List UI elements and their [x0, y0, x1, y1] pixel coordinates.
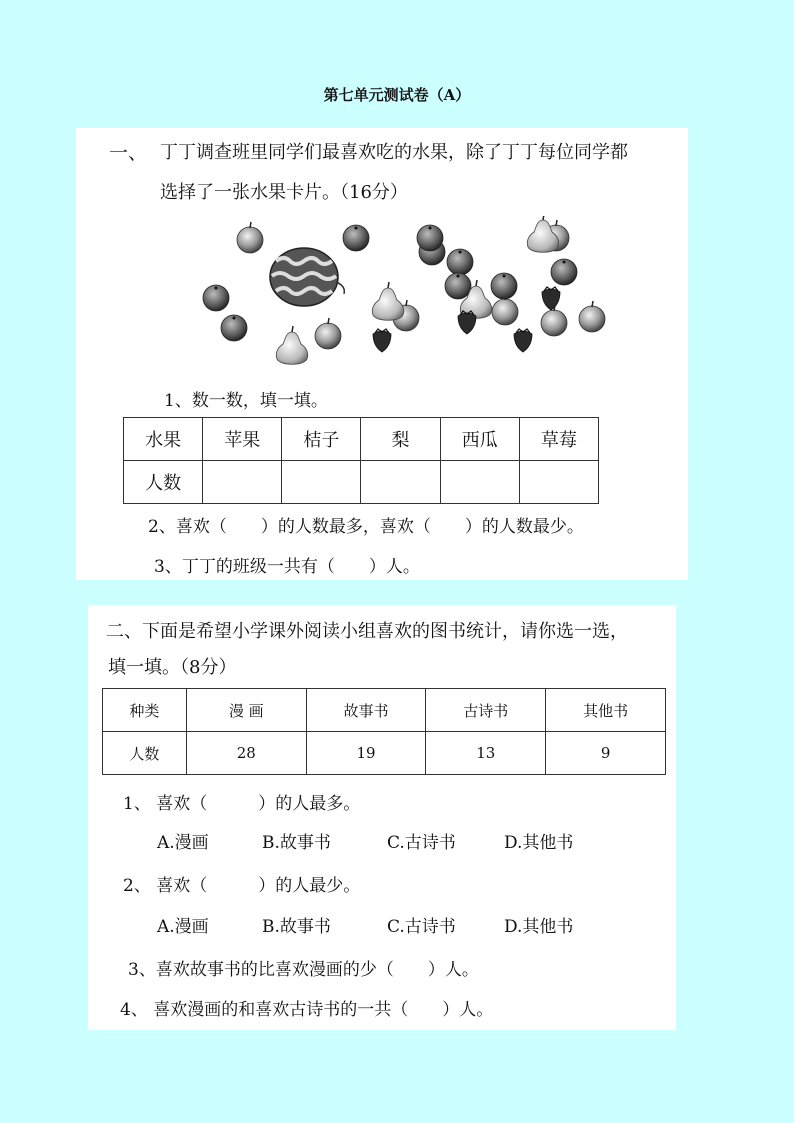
- fruit-illustration: [76, 216, 688, 376]
- section-one-heading-line1: 丁丁调查班里同学们最喜欢吃的水果，除了丁丁每位同学都: [160, 142, 628, 163]
- section-two-q4: 4、 喜欢漫画的和喜欢古诗书的一共（ ）人。: [120, 1000, 494, 1020]
- table-cell-value: 19: [306, 732, 426, 775]
- table-row: [124, 461, 599, 504]
- strawberry-icon: [373, 329, 391, 352]
- table-header-cell: 古诗书: [426, 689, 546, 732]
- answer-cell-apple[interactable]: [203, 461, 282, 504]
- strawberry-icon: [458, 311, 476, 334]
- table-header-cell: 其他书: [546, 689, 666, 732]
- apple-icon: [237, 222, 263, 253]
- q1-option-d[interactable]: D.其他书: [504, 833, 574, 853]
- section-two-heading-line1: 二、下面是希望小学课外阅读小组喜欢的图书统计，请你选一选，: [106, 621, 628, 642]
- answer-cell-orange[interactable]: [282, 461, 361, 504]
- table-header-cell: 种类: [103, 689, 187, 732]
- orange-icon: [203, 285, 229, 311]
- pear-icon: [372, 282, 404, 320]
- orange-icon: [447, 249, 473, 275]
- strawberry-icon: [514, 329, 532, 352]
- apple-icon: [579, 301, 605, 332]
- table-row: [103, 732, 666, 775]
- section-one-q1: 1、数一数，填一填。: [164, 391, 328, 411]
- answer-cell-watermelon[interactable]: [440, 461, 519, 504]
- table-row-label: 人数: [124, 461, 203, 504]
- table-header-cell: 西瓜: [440, 418, 519, 461]
- orange-icon: [221, 315, 247, 341]
- orange-icon: [417, 225, 443, 251]
- table-row-label: 人数: [103, 732, 187, 775]
- orange-icon: [491, 273, 517, 299]
- table-header-cell: 故事书: [306, 689, 426, 732]
- section-one-panel: [76, 128, 688, 580]
- table-header-cell: 水果: [124, 418, 203, 461]
- page-title: 第七单元测试卷（A）: [323, 86, 471, 104]
- q2-option-b[interactable]: B.故事书: [262, 917, 331, 937]
- q2-option-a[interactable]: A.漫画: [157, 917, 209, 937]
- fruit-count-table: [123, 417, 599, 504]
- apple-icon: [315, 318, 341, 349]
- table-header-cell: 草莓: [519, 418, 598, 461]
- section-two-q1: 1、 喜欢（ ）的人最多。: [123, 794, 361, 814]
- section-two-q3: 3、喜欢故事书的比喜欢漫画的少（ ）人。: [128, 960, 479, 980]
- table-header-cell: 桔子: [282, 418, 361, 461]
- q1-option-b[interactable]: B.故事书: [262, 833, 331, 853]
- watermelon-icon: [270, 248, 344, 306]
- table-header-cell: 梨: [361, 418, 440, 461]
- answer-cell-strawberry[interactable]: [519, 461, 598, 504]
- table-cell-value: 13: [426, 732, 546, 775]
- orange-icon: [343, 225, 369, 251]
- q1-option-c[interactable]: C.古诗书: [387, 833, 456, 853]
- section-one-q2: 2、喜欢（ ）的人数最多，喜欢（ ）的人数最少。: [148, 517, 584, 537]
- q1-option-a[interactable]: A.漫画: [157, 833, 209, 853]
- table-cell-value: 9: [546, 732, 666, 775]
- table-header-cell: 苹果: [203, 418, 282, 461]
- answer-cell-pear[interactable]: [361, 461, 440, 504]
- pear-icon: [527, 216, 559, 252]
- orange-icon: [551, 259, 577, 285]
- table-cell-value: 28: [186, 732, 306, 775]
- table-row: [124, 418, 599, 461]
- section-two-panel: [88, 605, 676, 1030]
- section-one-number: 一、: [109, 142, 148, 164]
- orange-icon: [445, 273, 471, 299]
- table-header-cell: 漫 画: [186, 689, 306, 732]
- section-one-heading-line2: 选择了一张水果卡片。（16分）: [160, 182, 408, 203]
- section-two-q2: 2、 喜欢（ ）的人最少。: [123, 876, 361, 896]
- pear-icon: [276, 326, 308, 364]
- section-two-heading-line2: 填一填。（8分）: [108, 657, 237, 678]
- q2-option-c[interactable]: C.古诗书: [387, 917, 456, 937]
- book-stats-table: [102, 688, 666, 775]
- q2-option-d[interactable]: D.其他书: [504, 917, 574, 937]
- table-row: [103, 689, 666, 732]
- apple-icon: [541, 305, 567, 336]
- strawberry-icon: [542, 287, 560, 310]
- section-one-q3: 3、丁丁的班级一共有（ ）人。: [154, 557, 420, 577]
